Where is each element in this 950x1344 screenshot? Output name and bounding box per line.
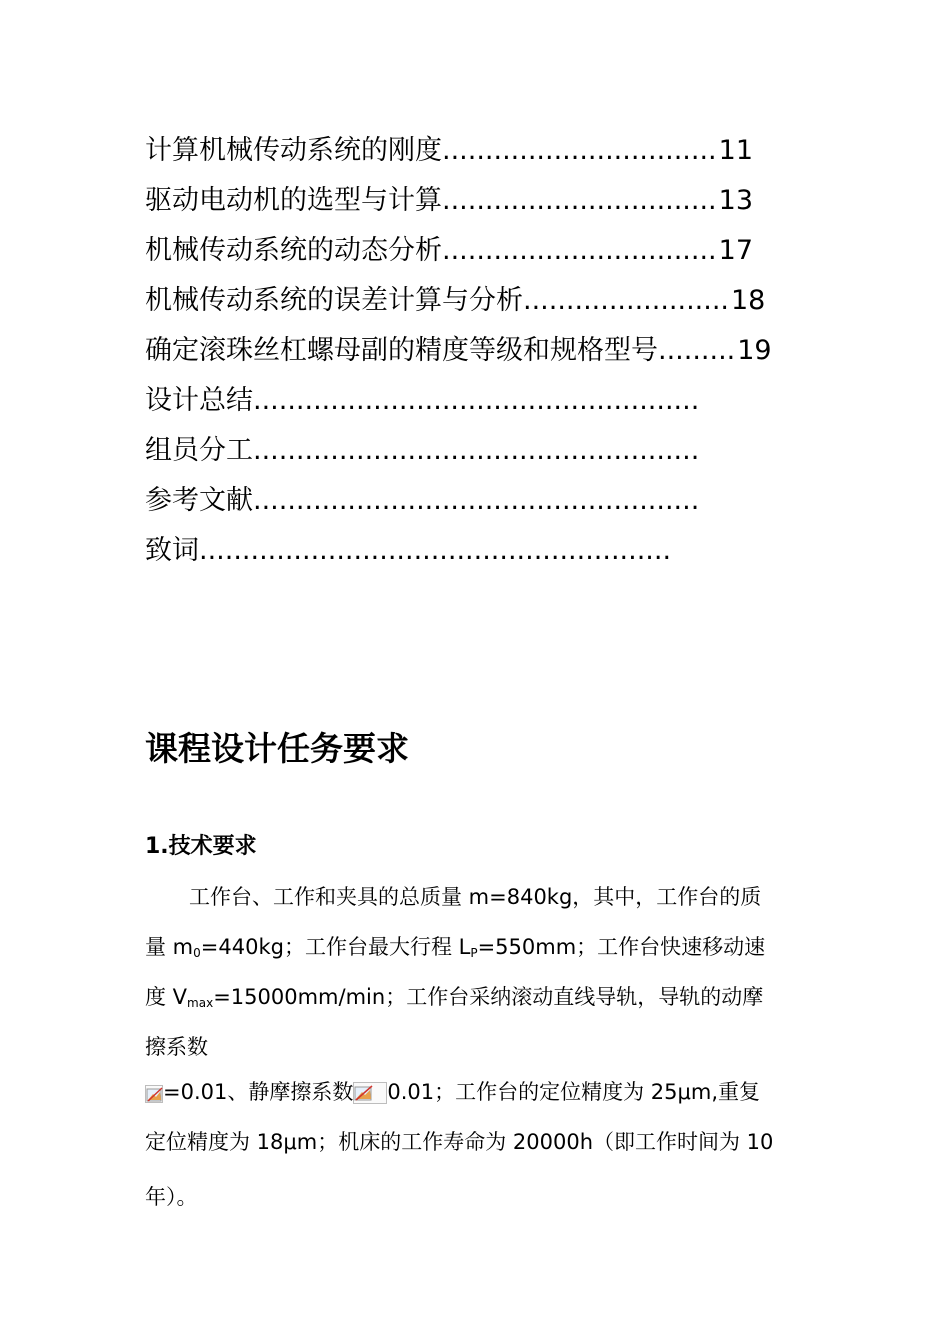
text-run: =550mm；工作台快速移动速 (477, 935, 766, 959)
text-run: 定位精度为 18μm；机床的工作寿命为 20000h（即工作时间为 10 (145, 1130, 774, 1154)
paragraph-line (145, 922, 810, 972)
paragraph-line (145, 872, 810, 922)
text-run: 度 V (145, 985, 188, 1009)
toc-entry[interactable] (145, 476, 825, 526)
toc-entry-title: 机械传动系统的动态分析 (145, 235, 442, 266)
toc-entry[interactable] (145, 526, 825, 576)
toc-entry[interactable] (145, 376, 825, 426)
broken-image-icon (353, 1082, 387, 1104)
paragraph-line (145, 1072, 810, 1112)
toc-entry-page: 17 (718, 235, 753, 266)
toc-entry-dots: .................................................... (253, 435, 700, 466)
subsection-title: 1.技术要求 (145, 834, 257, 859)
subscript: max (187, 996, 214, 1010)
text-run: 年）。 (145, 1185, 198, 1209)
section-title: 课程设计任务要求 (145, 729, 409, 768)
text-run: 工作台、工作和夹具的总质量 m=840kg，其中，工作台的质 (189, 885, 762, 909)
toc-entry-dots: ........................ (523, 285, 729, 316)
text-run: =440kg；工作台最大行程 L (200, 935, 471, 959)
text-run: =15000mm/min；工作台采纳滚动直线导轨，导轨的动摩 (213, 985, 764, 1009)
toc-entry-title: 致词 (145, 535, 199, 566)
toc-entry[interactable] (145, 276, 825, 326)
toc-entry-dots: .................................................... (253, 385, 700, 416)
toc-entry[interactable] (145, 326, 825, 376)
body-paragraph (145, 872, 810, 1222)
toc-entry-page: 19 (737, 335, 772, 366)
paragraph-line (145, 1172, 810, 1222)
toc-entry-dots: ................................ (442, 185, 717, 216)
toc-entry-title: 计算机械传动系统的刚度 (145, 135, 442, 166)
text-run: 量 m (145, 935, 194, 959)
toc-entry[interactable] (145, 226, 825, 276)
paragraph-line (145, 1112, 810, 1172)
text-run: 擦系数 (145, 1035, 208, 1059)
toc-entry[interactable] (145, 126, 825, 176)
text-run: 0.01；工作台的定位精度为 25μm,重复 (387, 1080, 761, 1104)
table-of-contents (145, 126, 825, 576)
toc-entry-dots: ................................ (442, 235, 717, 266)
toc-entry-page: 11 (718, 135, 753, 166)
toc-entry[interactable] (145, 426, 825, 476)
text-run: =0.01、静摩擦系数 (163, 1080, 354, 1104)
toc-entry-title: 设计总结 (145, 385, 253, 416)
toc-entry[interactable] (145, 176, 825, 226)
subscript: P (470, 946, 478, 960)
paragraph-line (145, 1022, 810, 1072)
toc-entry-dots: ................................ (442, 135, 717, 166)
toc-entry-title: 确定滚珠丝杠螺母副的精度等级和规格型号 (145, 335, 658, 366)
paragraph-line (145, 972, 810, 1022)
toc-entry-page: 13 (718, 185, 753, 216)
broken-image-icon (145, 1085, 163, 1103)
toc-entry-title: 驱动电动机的选型与计算 (145, 185, 442, 216)
toc-entry-title: 组员分工 (145, 435, 253, 466)
toc-entry-title: 机械传动系统的误差计算与分析 (145, 285, 523, 316)
toc-entry-title: 参考文献 (145, 485, 253, 516)
toc-entry-page: 18 (730, 285, 766, 316)
toc-entry-dots: .................................................... (253, 485, 700, 516)
toc-entry-dots: ....................................................... (199, 535, 672, 566)
subscript: 0 (193, 946, 201, 960)
toc-entry-dots: ......... (658, 335, 736, 366)
